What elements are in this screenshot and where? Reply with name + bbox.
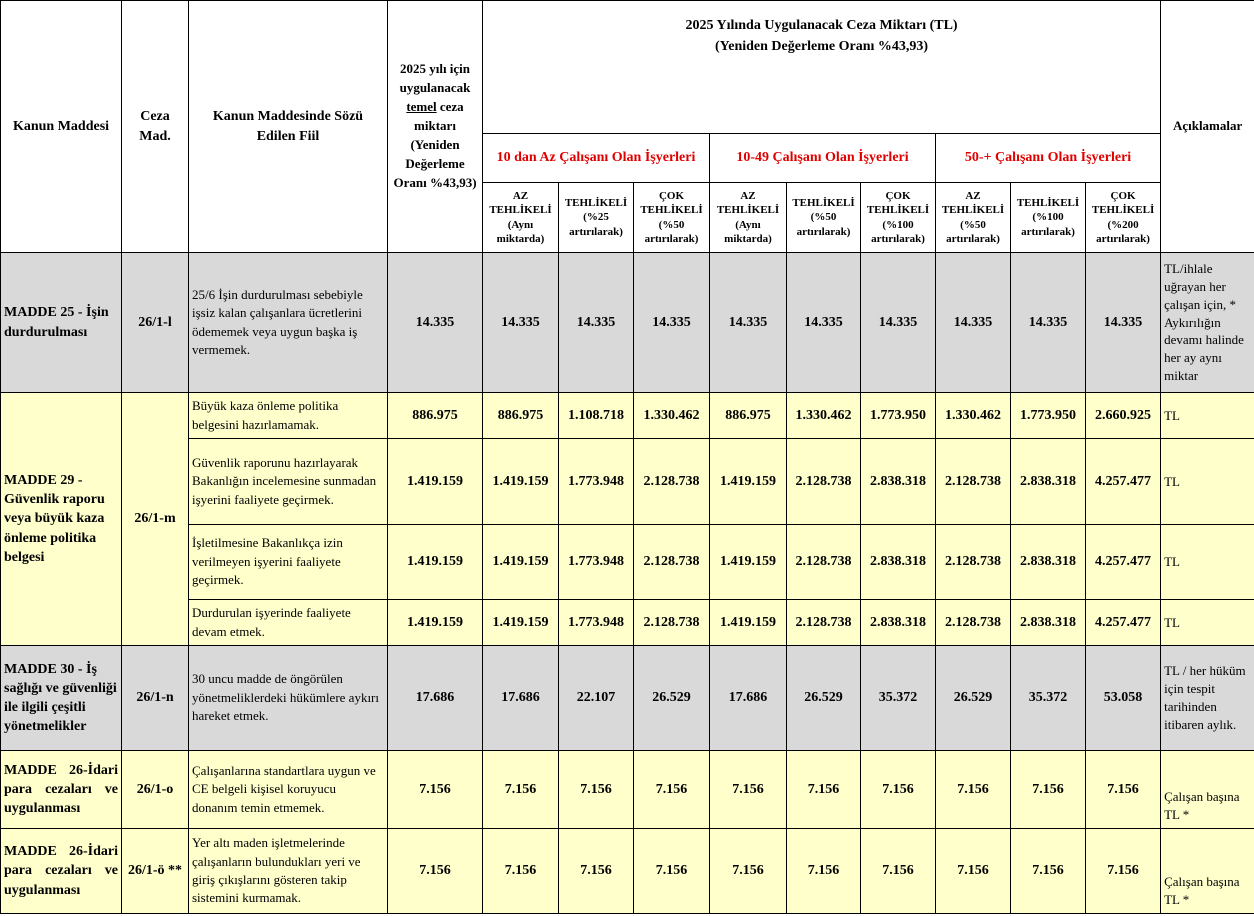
header-aciklama: Açıklamalar <box>1161 1 1254 253</box>
value-cell: 1.419.159 <box>710 600 787 646</box>
value-cell: 1.773.950 <box>1011 393 1086 439</box>
value-cell: 7.156 <box>787 829 861 914</box>
value-cell: 14.335 <box>634 253 710 393</box>
value-cell: 1.419.159 <box>483 600 559 646</box>
value-cell: 7.156 <box>559 751 634 829</box>
ceza-cell: 26/1-m <box>122 393 189 646</box>
kanun-cell: MADDE 26-İdari para cezaları ve uygulanması <box>1 829 122 914</box>
value-cell: 1.419.159 <box>710 525 787 600</box>
header-temel: 2025 yılı için uygulanacak temel ceza miktarı (Yeniden Değerleme Oranı %43,93) <box>388 1 483 253</box>
temel-cell: 886.975 <box>388 393 483 439</box>
ceza-cell: 26/1-n <box>122 646 189 751</box>
sub-header: AZ TEHLİKELİ (Aynı miktarda) <box>483 183 559 253</box>
value-cell: 2.128.738 <box>634 439 710 525</box>
value-cell: 1.773.950 <box>861 393 936 439</box>
value-cell: 1.773.948 <box>559 600 634 646</box>
value-cell: 17.686 <box>483 646 559 751</box>
table-row-madde-29-4 <box>1 600 1254 646</box>
kanun-cell: MADDE 26-İdari para cezaları ve uygulanması <box>1 751 122 829</box>
value-cell: 2.838.318 <box>1011 525 1086 600</box>
temel-cell: 17.686 <box>388 646 483 751</box>
value-cell: 7.156 <box>936 829 1011 914</box>
value-cell: 14.335 <box>483 253 559 393</box>
temel-cell: 14.335 <box>388 253 483 393</box>
value-cell: 2.128.738 <box>634 600 710 646</box>
note-cell: TL <box>1161 439 1254 525</box>
ceza-cell: 26/1-o <box>122 751 189 829</box>
value-cell: 1.419.159 <box>483 439 559 525</box>
value-cell: 1.108.718 <box>559 393 634 439</box>
ceza-cell: 26/1-l <box>122 253 189 393</box>
value-cell: 886.975 <box>710 393 787 439</box>
fiil-cell: Güvenlik raporunu hazırlayarak Bakanlığın incelemesine sunmadan işyerini faaliyete geçirmek. <box>189 439 388 525</box>
value-cell: 7.156 <box>1086 751 1161 829</box>
value-cell: 2.660.925 <box>1086 393 1161 439</box>
table-row-madde-29-3 <box>1 525 1254 600</box>
table-row-madde-29-2 <box>1 439 1254 525</box>
value-cell: 22.107 <box>559 646 634 751</box>
value-cell: 2.128.738 <box>936 525 1011 600</box>
value-cell: 7.156 <box>1011 829 1086 914</box>
temel-cell: 7.156 <box>388 829 483 914</box>
value-cell: 14.335 <box>861 253 936 393</box>
value-cell: 7.156 <box>787 751 861 829</box>
fiil-cell: 25/6 İşin durdurulması sebebiyle işsiz kalan çalışanlara ücretlerini ödememek veya uygun başka iş vermemek. <box>189 253 388 393</box>
value-cell: 14.335 <box>787 253 861 393</box>
value-cell: 53.058 <box>1086 646 1161 751</box>
kanun-cell: MADDE 29 - Güvenlik raporu veya büyük kaza önleme politika belgesi <box>1 393 122 646</box>
sub-header: AZ TEHLİKELİ (%50 artırılarak) <box>936 183 1011 253</box>
header-main <box>483 1 1161 134</box>
fiil-cell: 30 uncu madde de öngörülen yönetmeliklerdeki hükümlere aykırı hareket etmek. <box>189 646 388 751</box>
fiil-cell: Yer altı maden işletmelerinde çalışanların bulundukları yeri ve giriş çıkışlarını gösteren takip sistemini kurmamak. <box>189 829 388 914</box>
fiil-cell: Durdurulan işyerinde faaliyete devam etmek. <box>189 600 388 646</box>
value-cell: 26.529 <box>936 646 1011 751</box>
value-cell: 1.419.159 <box>710 439 787 525</box>
value-cell: 7.156 <box>861 751 936 829</box>
table-row-madde-26-o-umlaut <box>1 829 1254 914</box>
fiil-cell: Çalışanlarına standartlara uygun ve CE belgeli kişisel koruyucu donanım temin etmemek. <box>189 751 388 829</box>
group-header-under-10: 10 dan Az Çalışanı Olan İşyerleri <box>483 134 710 183</box>
value-cell: 14.335 <box>710 253 787 393</box>
value-cell: 14.335 <box>559 253 634 393</box>
table-row-madde-25 <box>1 253 1254 393</box>
value-cell: 2.128.738 <box>787 439 861 525</box>
value-cell: 1.330.462 <box>787 393 861 439</box>
value-cell: 35.372 <box>861 646 936 751</box>
value-cell: 4.257.477 <box>1086 439 1161 525</box>
value-cell: 26.529 <box>787 646 861 751</box>
note-cell: Çalışan başına TL * <box>1161 829 1254 914</box>
sub-header: ÇOK TEHLİKELİ (%200 artırılarak) <box>1086 183 1161 253</box>
value-cell: 2.128.738 <box>787 600 861 646</box>
temel-cell: 7.156 <box>388 751 483 829</box>
table-row-madde-30 <box>1 646 1254 751</box>
header-row-1 <box>1 1 1254 134</box>
fiil-cell: İşletilmesine Bakanlıkça izin verilmeyen işyerini faaliyete geçirmek. <box>189 525 388 600</box>
temel-cell: 1.419.159 <box>388 525 483 600</box>
value-cell: 7.156 <box>861 829 936 914</box>
value-cell: 886.975 <box>483 393 559 439</box>
group-header-50-plus: 50-+ Çalışanı Olan İşyerleri <box>936 134 1161 183</box>
note-cell: TL <box>1161 525 1254 600</box>
note-cell: TL <box>1161 393 1254 439</box>
sub-header: TEHLİKELİ (%50 artırılarak) <box>787 183 861 253</box>
header-kanun: Kanun Maddesi <box>1 1 122 253</box>
table-row-madde-26-o <box>1 751 1254 829</box>
value-cell: 14.335 <box>936 253 1011 393</box>
value-cell: 7.156 <box>634 751 710 829</box>
value-cell: 2.128.738 <box>787 525 861 600</box>
note-cell: TL / her hüküm için tespit tarihinden itibaren aylık. <box>1161 646 1254 751</box>
value-cell: 7.156 <box>559 829 634 914</box>
sub-header: ÇOK TEHLİKELİ (%50 artırılarak) <box>634 183 710 253</box>
value-cell: 1.330.462 <box>936 393 1011 439</box>
value-cell: 26.529 <box>634 646 710 751</box>
value-cell: 1.773.948 <box>559 525 634 600</box>
value-cell: 7.156 <box>483 751 559 829</box>
value-cell: 1.419.159 <box>483 525 559 600</box>
kanun-cell: MADDE 25 - İşin durdurulması <box>1 253 122 393</box>
value-cell: 17.686 <box>710 646 787 751</box>
value-cell: 2.838.318 <box>861 439 936 525</box>
value-cell: 2.838.318 <box>861 525 936 600</box>
value-cell: 4.257.477 <box>1086 525 1161 600</box>
value-cell: 2.128.738 <box>936 600 1011 646</box>
value-cell: 1.773.948 <box>559 439 634 525</box>
ceza-cell: 26/1-ö ** <box>122 829 189 914</box>
header-ceza: Ceza Mad. <box>122 1 189 253</box>
sub-header: TEHLİKELİ (%100 artırılarak) <box>1011 183 1086 253</box>
value-cell: 7.156 <box>1086 829 1161 914</box>
temel-cell: 1.419.159 <box>388 600 483 646</box>
header-fiil: Kanun Maddesinde Sözü Edilen Fiil <box>189 1 388 253</box>
value-cell: 14.335 <box>1011 253 1086 393</box>
sub-header: AZ TEHLİKELİ (Aynı miktarda) <box>710 183 787 253</box>
header-main-subtitle: (Yeniden Değerleme Oranı %43,93) <box>715 39 929 54</box>
fiil-cell: Büyük kaza önleme politika belgesini hazırlamamak. <box>189 393 388 439</box>
value-cell: 7.156 <box>936 751 1011 829</box>
value-cell: 1.330.462 <box>634 393 710 439</box>
value-cell: 35.372 <box>1011 646 1086 751</box>
value-cell: 4.257.477 <box>1086 600 1161 646</box>
value-cell: 7.156 <box>634 829 710 914</box>
value-cell: 7.156 <box>483 829 559 914</box>
note-cell: TL/ihlale uğrayan her çalışan için, * Aykırılığın devamı halinde her ay aynı miktar <box>1161 253 1254 393</box>
kanun-cell: MADDE 30 - İş sağlığı ve güvenliği ile ilgili çeşitli yönetmelikler <box>1 646 122 751</box>
value-cell: 7.156 <box>710 829 787 914</box>
value-cell: 7.156 <box>710 751 787 829</box>
value-cell: 2.838.318 <box>861 600 936 646</box>
temel-cell: 1.419.159 <box>388 439 483 525</box>
note-cell: Çalışan başına TL * <box>1161 751 1254 829</box>
value-cell: 7.156 <box>1011 751 1086 829</box>
table-row-madde-29-1 <box>1 393 1254 439</box>
value-cell: 2.838.318 <box>1011 439 1086 525</box>
value-cell: 2.128.738 <box>634 525 710 600</box>
value-cell: 2.838.318 <box>1011 600 1086 646</box>
header-main-title: 2025 Yılında Uygulanacak Ceza Miktarı (TL) <box>685 18 958 33</box>
sub-header: TEHLİKELİ (%25 artırılarak) <box>559 183 634 253</box>
value-cell: 14.335 <box>1086 253 1161 393</box>
sub-header: ÇOK TEHLİKELİ (%100 artırılarak) <box>861 183 936 253</box>
note-cell: TL <box>1161 600 1254 646</box>
group-header-10-49: 10-49 Çalışanı Olan İşyerleri <box>710 134 936 183</box>
value-cell: 2.128.738 <box>936 439 1011 525</box>
